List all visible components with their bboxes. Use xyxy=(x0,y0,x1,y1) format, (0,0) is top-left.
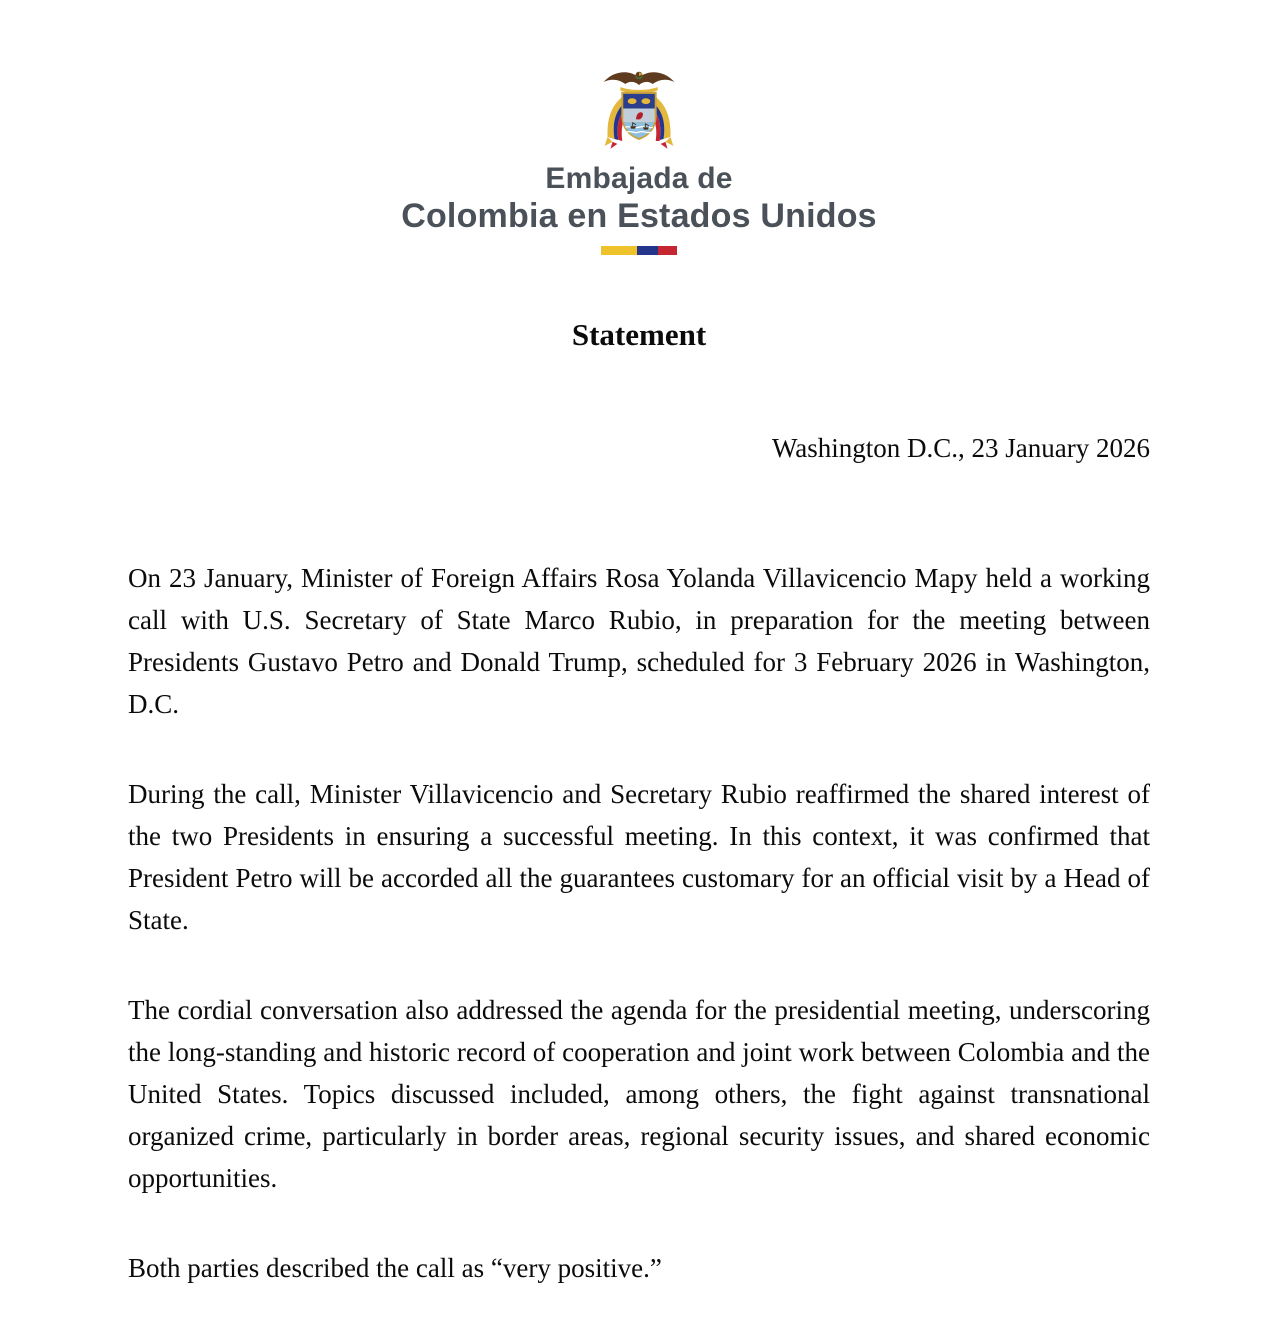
embassy-name-line2: Colombia en Estados Unidos xyxy=(401,197,877,235)
flag-blue-segment xyxy=(637,246,658,255)
embassy-header xyxy=(128,64,1150,255)
statement-title: Statement xyxy=(571,317,707,352)
condor xyxy=(604,72,675,85)
dateline: Washington D.C., 23 January 2026 xyxy=(771,433,1150,463)
flag-red-segment xyxy=(658,246,677,255)
statement-body xyxy=(128,557,1150,1289)
paragraph-3: The cordial conversation also addressed the agenda for the presidential meeting, underscoring the long-standing and historic record of cooperation and joint work between Colombia and the United States. Topics discussed included, among others, the fight against transnational organized crime, particularly in border areas, regional security issues, and shared economic opportunities. xyxy=(128,995,1150,1193)
paragraph-2: During the call, Minister Villavicencio and Secretary Rubio reaffirmed the shared interest of the two Presidents in ensuring a successful meeting. In this context, it was confirmed that President Petro will be accorded all the guarantees customary for an official visit by a Head of State. xyxy=(128,779,1150,935)
paragraph-4: Both parties described the call as “very positive.” xyxy=(128,1253,662,1283)
embassy-name-line1: Embajada de xyxy=(545,162,733,195)
colombia-coat-of-arms-icon xyxy=(585,64,693,158)
colombia-flag-divider xyxy=(601,246,677,255)
flag-yellow-segment xyxy=(601,246,637,255)
shield xyxy=(621,92,656,140)
paragraph-1: On 23 January, Minister of Foreign Affairs Rosa Yolanda Villavicencio Mapy held a working call with U.S. Secretary of State Marco Rubio, in preparation for the meeting between Presidents Gustavo Petro and Donald Trump, scheduled for 3 February 2026 in Washington, D.C. xyxy=(128,563,1150,719)
